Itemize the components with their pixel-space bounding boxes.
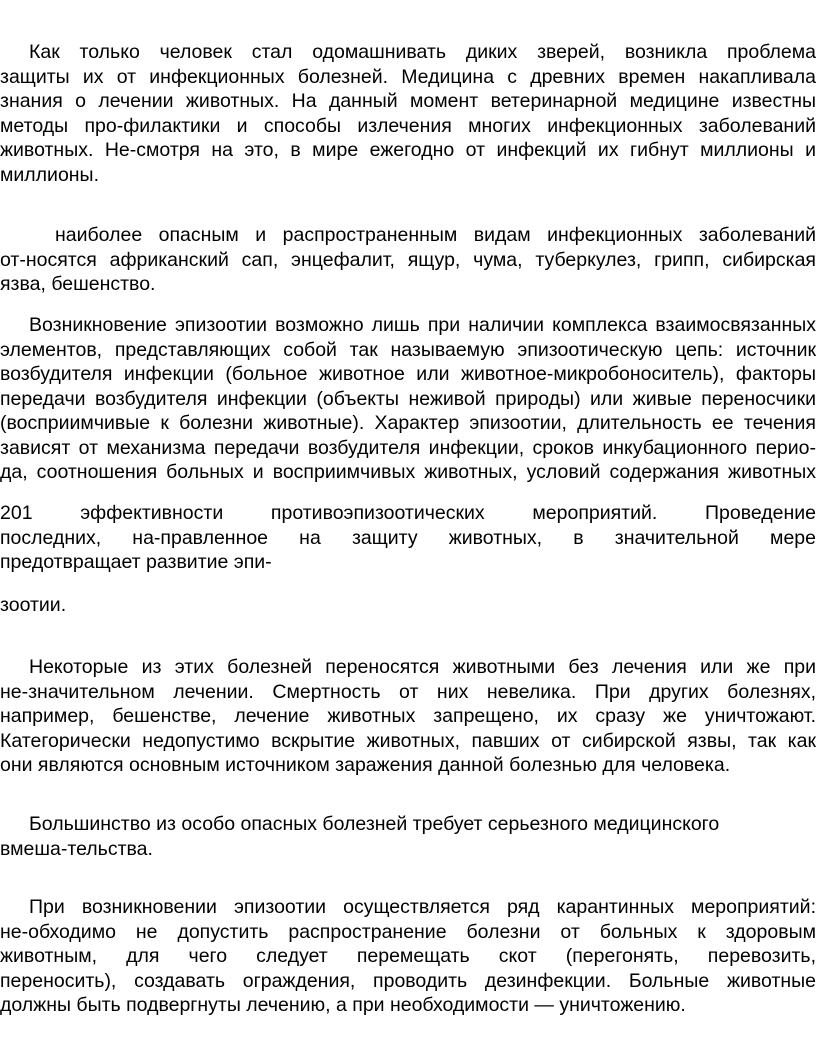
text-line: Как только человек стал одомашнивать диких зверей, возникла проблема — [29, 41, 816, 63]
text-line: да, соотношения больных и восприимчивых животных, условий содержания животных — [0, 461, 816, 483]
paragraph-epizootic-chain — [0, 313, 816, 485]
text-line: например, бешенстве, лечение животных запрещено, их сразу же уничтожают. — [0, 705, 816, 727]
text-line: возбудителя инфекции (больное животное или животное-микробоноситель), факторы — [0, 363, 816, 385]
paragraph-quarantine — [0, 895, 816, 1018]
text-line: Возникновение эпизоотии возможно лишь при наличии комплекса взаимосвязанных — [29, 314, 816, 336]
paragraph-zootii — [0, 593, 816, 618]
text-line: животных. Не-смотря на это, в мире ежегодно от инфекций их гибнут миллионы и — [0, 139, 816, 161]
text-line: не-значительном лечении. Смертность от них невелика. При других болезнях, — [0, 680, 816, 703]
text-line: элементов, представляющих собой так называемую эпизоотическую цепь: источник — [0, 338, 816, 361]
text-line: не-обходимо не допустить распространение болезни от больных к здоровым — [0, 920, 816, 943]
text-line: они являются основным источником заражения данной болезнью для человека. — [0, 754, 731, 776]
paragraph-domestication — [0, 40, 816, 187]
text-line: миллионы. — [0, 163, 99, 186]
text-line: (восприимчивые к болезни животные). Характер эпизоотии, длительность ее течения — [0, 412, 816, 434]
text-line: Категорически недопустимо вскрытие животных, павших от сибирской язвы, так как — [0, 729, 816, 752]
text-line: от-носятся африканский сап, энцефалит, ящур, чума, туберкулез, грипп, сибирская — [0, 248, 816, 271]
paragraph-medical-intervention — [0, 812, 816, 861]
text-line: передачи возбудителя инфекции (объекты неживой природы) или живые переносчики — [0, 387, 816, 410]
text-line: При возникновении эпизоотии осуществляется ряд карантинных мероприятий: — [29, 896, 816, 918]
text-line: методы про-филактики и способы излечения многих инфекционных заболеваний — [0, 114, 816, 137]
text-line: переносить), создавать ограждения, проводить дезинфекции. Больные животные — [0, 969, 816, 992]
paragraph-treatment — [0, 655, 816, 778]
text-line: зависят от механизма передачи возбудителя инфекции, сроков инкубационного перио- — [0, 436, 816, 459]
text-line: животным, для чего следует перемещать скот (перегонять, перевозить, — [0, 945, 816, 967]
paragraph-measures — [0, 501, 816, 575]
text-line: Большинство из особо опасных болезней требует серьезного медицинского — [29, 813, 720, 835]
text-line: Некоторые из этих болезней переносятся животными без лечения или же при — [29, 656, 816, 678]
text-line: последних, на-правленное на защиту животных, в значительной мере — [0, 526, 816, 549]
text-line: зоотии. — [0, 594, 67, 616]
paragraph-dangerous-diseases — [0, 223, 816, 297]
text-line: должны быть подвергнуты лечению, а при необходимости — уничтожению. — [0, 994, 686, 1016]
text-line: защиты их от инфекционных болезней. Медицина с древних времен накапливала — [0, 65, 816, 88]
text-line: знания о лечении животных. На данный момент ветеринарной медицине известны — [0, 90, 816, 112]
text-line: язва, бешенство. — [0, 273, 156, 295]
text-line: 201 эффективности противоэпизоотических мероприятий. Проведение — [0, 502, 816, 524]
text-line: вмеша-тельства. — [0, 837, 153, 860]
text-line: наиболее опасным и распространенным видам инфекционных заболеваний — [55, 224, 816, 246]
text-line: предотвращает развитие эпи- — [0, 551, 272, 573]
